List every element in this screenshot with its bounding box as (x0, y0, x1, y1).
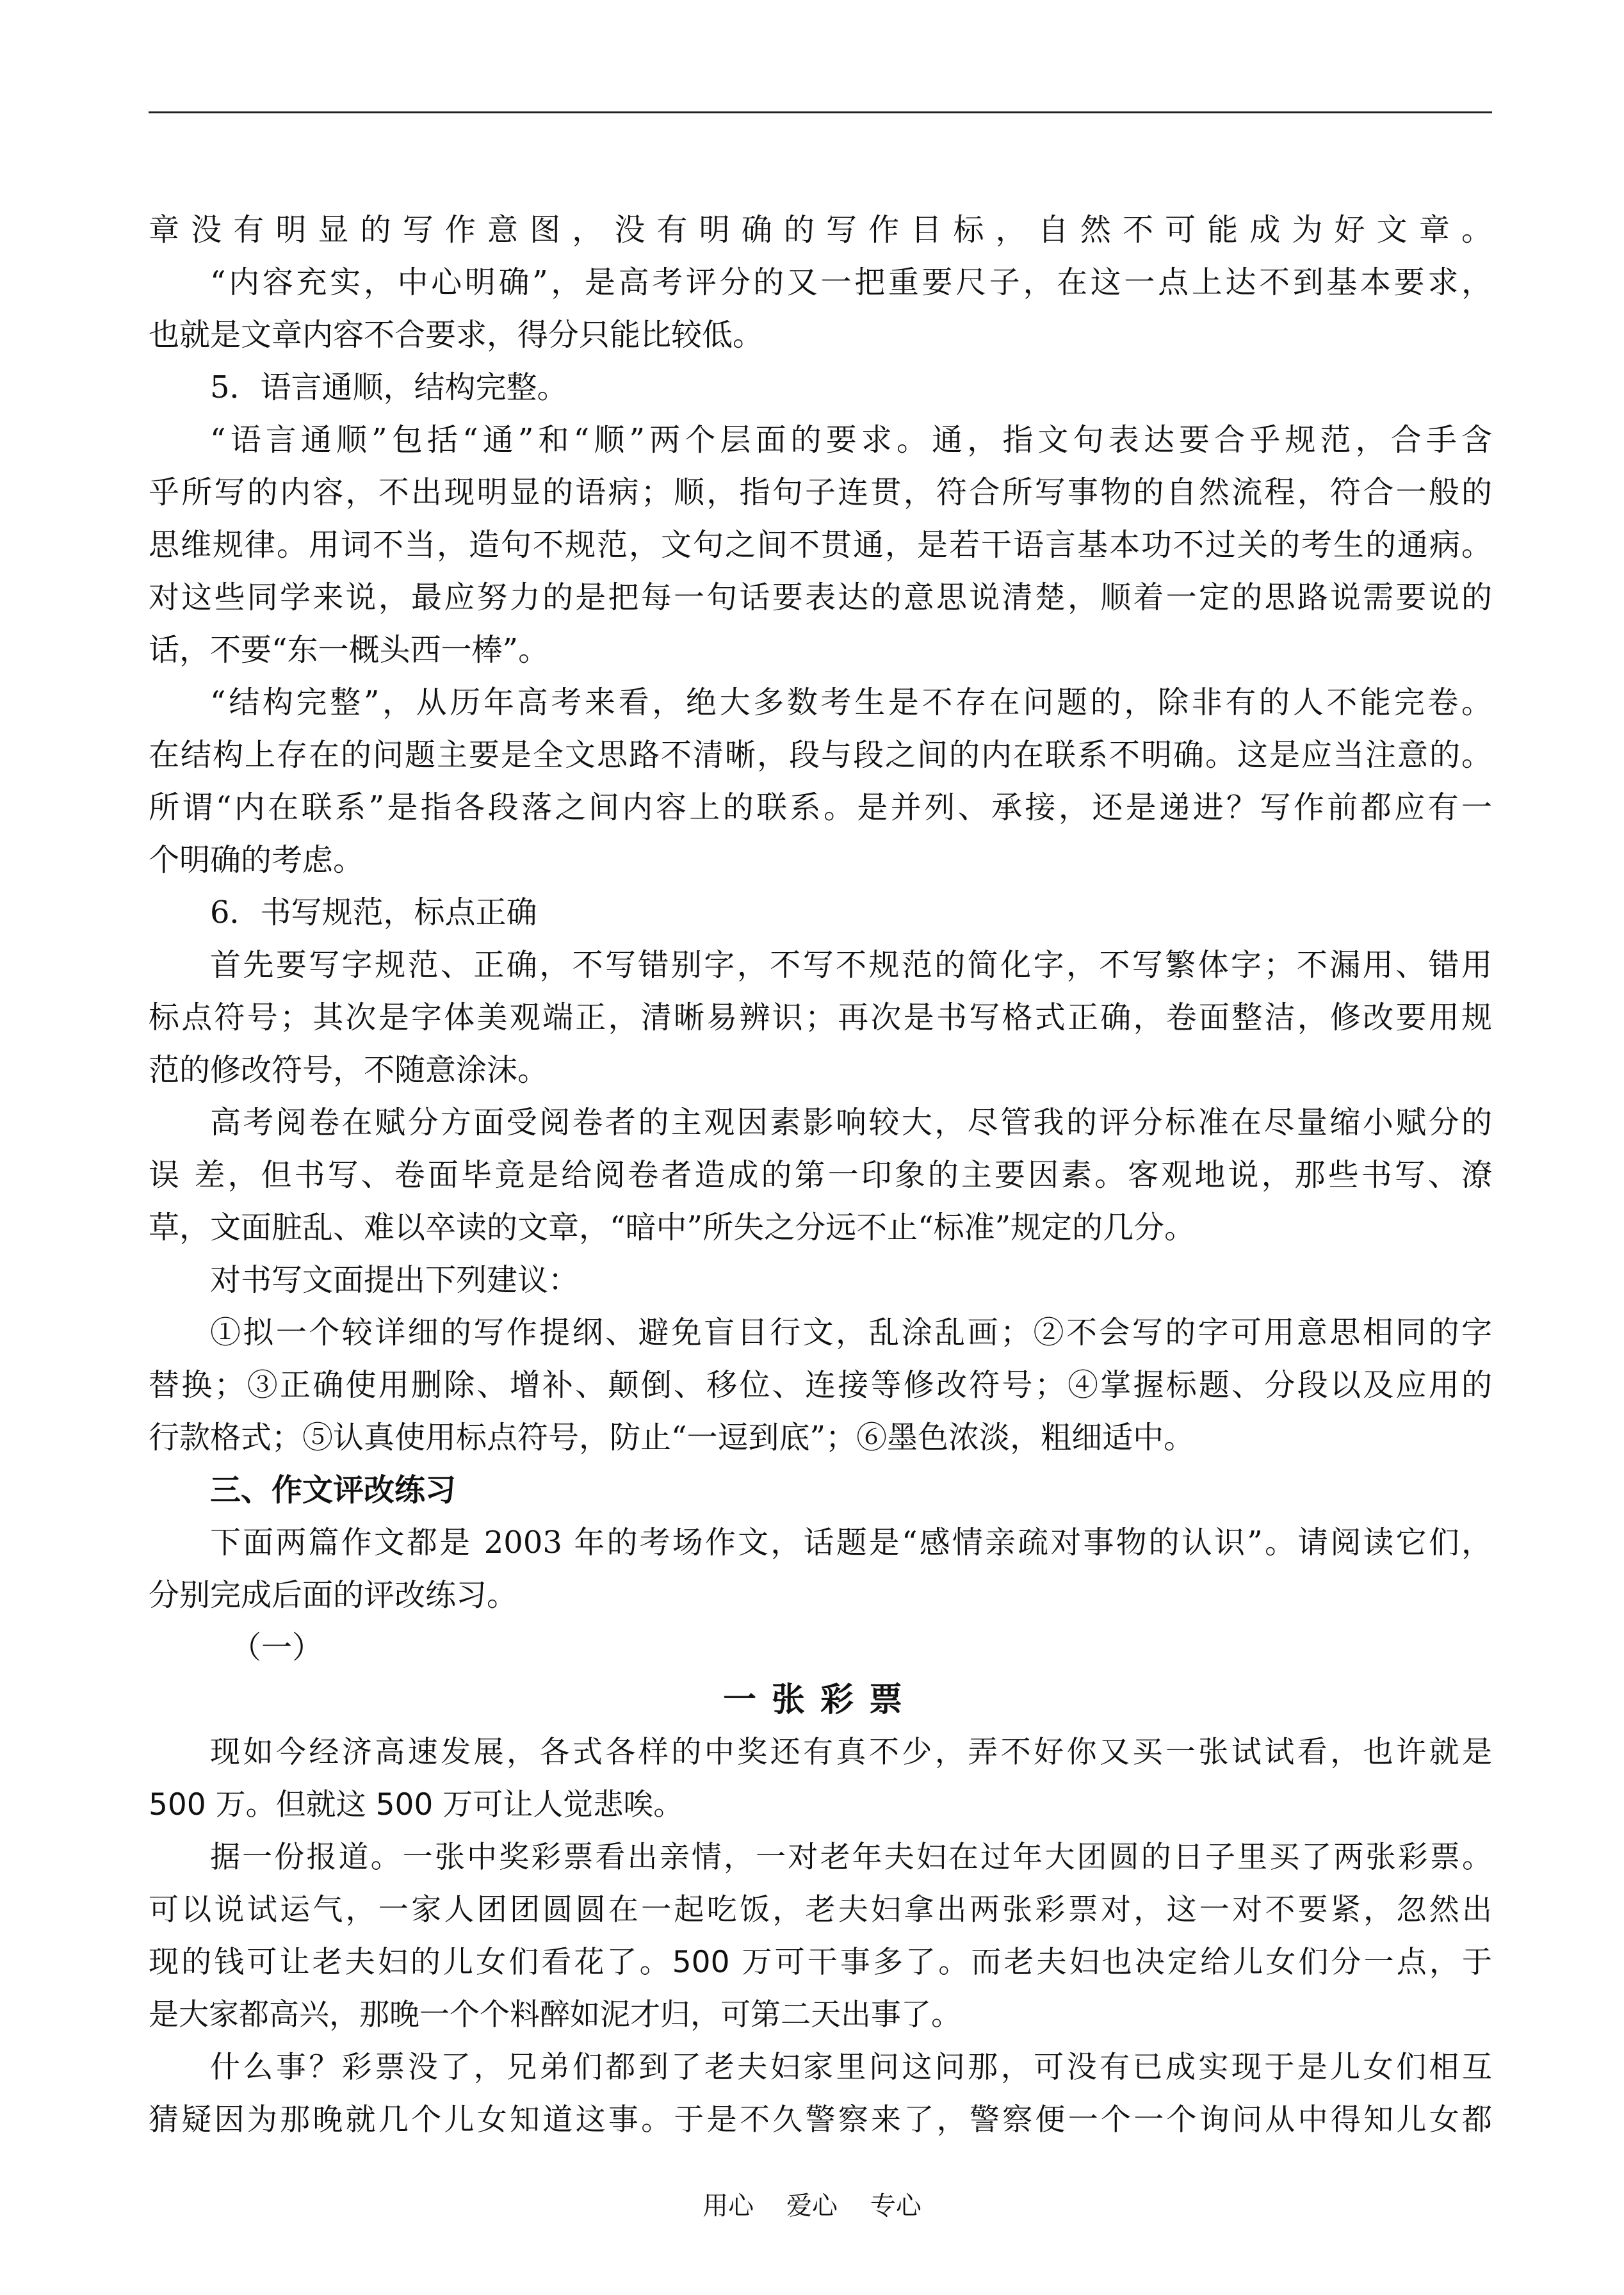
body-line: 下面两篇作文都是 2003 年的考场作文，话题是“感情亲疏对事物的认识”。请阅读它们， (210, 1525, 1492, 1561)
body-line: 误 差，但书写、卷面毕竟是给阅卷者造成的第一印象的主要因素。客观地说，那些书写、潦 (149, 1157, 1492, 1193)
body-line: 话，不要“东一概头西一棒”。 (149, 632, 549, 668)
essay-number: （一） (231, 1630, 323, 1666)
body-line: 替换；③正确使用删除、增补、颠倒、移位、连接等修改符号；④掌握标题、分段以及应用的 (149, 1367, 1492, 1403)
body-line: 范的修改符号，不随意涂沫。 (149, 1052, 549, 1088)
body-line: 对这些同学来说，最应努力的是把每一句话要表达的意思说清楚，顺着一定的思路说需要说的 (149, 580, 1492, 615)
essay-line: 据一份报道。一张中奖彩票看出亲情，一对老年夫妇在过年大团圆的日子里买了两张彩票。 (210, 1840, 1492, 1875)
body-line: 首先要写字规范、正确，不写错别字，不写不规范的简化字，不写繁体字；不漏用、错用 (210, 947, 1492, 983)
body-line: ①拟一个较详细的写作提纲、避免盲目行文，乱涂乱画；②不会写的字可用意思相同的字 (210, 1315, 1492, 1350)
essay-line: 现如今经济高速发展，各式各样的中奖还有真不少，弄不好你又买一张试试看，也许就是 (210, 1735, 1492, 1770)
section-heading-6: 6．书写规范，标点正确 (210, 895, 537, 930)
body-line: 章没有明显的写作意图，没有明确的写作目标，自然不可能成为好文章。 (149, 212, 1492, 248)
body-line: 思维规律。用词不当，造句不规范，文句之间不贯通，是若干语言基本功不过关的考生的通病。 (149, 527, 1492, 563)
essay-line: 猜疑因为那晚就几个儿女知道这事。于是不久警察来了，警察便一个一个询问从中得知儿女都 (149, 2102, 1492, 2137)
body-line: “内容充实，中心明确”，是高考评分的又一把重要尺子，在这一点上达不到基本要求， (210, 264, 1492, 300)
essay-body (149, 1726, 1492, 2146)
essay-line: 可以说试运气，一家人团团圆圆在一起吃饭，老夫妇拿出两张彩票对，这一对不要紧，忽然出 (149, 1892, 1492, 1927)
essay-line: 现的钱可让老夫妇的儿女们看花了。500 万可干事多了。而老夫妇也决定给儿女们分一点，于 (149, 1945, 1492, 1980)
body-line: 高考阅卷在赋分方面受阅卷者的主观因素影响较大，尽管我的评分标准在尽量缩小赋分的 (210, 1105, 1492, 1140)
body-line: 个明确的考虑。 (149, 842, 364, 878)
body-line: 所谓“内在联系”是指各段落之间内容上的联系。是并列、承接，还是递进？写作前都应有一 (149, 790, 1492, 825)
body-line: 乎所写的内容，不出现明显的语病；顺，指句子连贯，符合所写事物的自然流程，符合一般的 (149, 474, 1492, 510)
essay-title: 一张彩票 (722, 1681, 918, 1719)
body-line: 行款格式；⑤认真使用标点符号，防止“一逗到底”；⑥墨色浓淡，粗细适中。 (149, 1420, 1195, 1456)
essay-line: 什么事？彩票没了，兄弟们都到了老夫妇家里问这问那，可没有已成实现于是儿女们相互 (210, 2050, 1492, 2085)
essay-line: 500 万。但就这 500 万可让人觉悲唉。 (149, 1787, 684, 1822)
section-heading-3: 三、作文评改练习 (210, 1472, 457, 1508)
body-line: 分别完成后面的评改练习。 (149, 1577, 518, 1613)
document-body (149, 204, 1492, 2146)
essay-line: 是大家都高兴，那晚一个个料醉如泥才归，可第二天出事了。 (149, 1997, 961, 2032)
body-line: 在结构上存在的问题主要是全文思路不清晰，段与段之间的内在联系不明确。这是应当注意的。 (149, 737, 1492, 773)
body-line: “结构完整”，从历年高考来看，绝大多数考生是不存在问题的，除非有的人不能完卷。 (210, 685, 1492, 720)
body-line: “语言通顺”包括“通”和“顺”两个层面的要求。通，指文句表达要合乎规范，合手含 (210, 422, 1492, 458)
header-rule (149, 111, 1492, 113)
section-heading-5: 5．语言通顺，结构完整。 (210, 369, 568, 405)
body-line: 对书写文面提出下列建议： (210, 1262, 580, 1298)
body-line: 草，文面脏乱、难以卒读的文章，“暗中”所失之分远不止“标准”规定的几分。 (149, 1210, 1196, 1245)
body-line: 也就是文章内容不合要求，得分只能比较低。 (149, 317, 764, 353)
page-footer: 用心 爱心 专心 (702, 2191, 922, 2221)
body-line: 标点符号；其次是字体美观端正，清晰易辨识；再次是书写格式正确，卷面整洁，修改要用规 (149, 1000, 1492, 1035)
